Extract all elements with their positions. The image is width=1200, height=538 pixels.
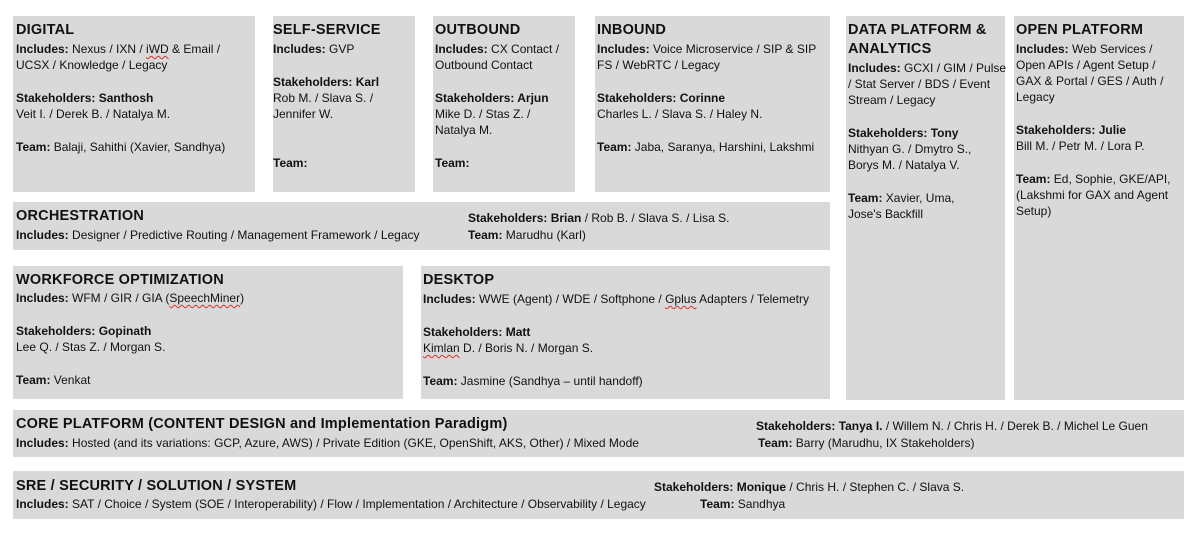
sre-title: SRE / SECURITY / SOLUTION / SYSTEM (16, 478, 297, 494)
self-service-stakeholders-label: Stakeholders: Karl (273, 75, 380, 89)
inbound-team: Team: Jaba, Saranya, Harshini, Lakshmi (597, 140, 815, 154)
core-platform-team: Team: Barry (Marudhu, IX Stakeholders) (758, 436, 975, 450)
self-service-team: Team: (273, 156, 308, 170)
digital-stakeholders-names: Veit I. / Derek B. / Natalya M. (16, 107, 171, 121)
inbound-stakeholders-names: Charles L. / Slava S. / Haley N. (597, 107, 763, 121)
sre-includes: Includes: SAT / Choice / System (SOE / Interoperability) / Flow / Implementation / Architecture / Observability / Legacy (16, 497, 646, 511)
workforce-stakeholders-names: Lee Q. / Stas Z. / Morgan S. (16, 340, 166, 354)
outbound-team: Team: (435, 156, 470, 170)
desktop-includes: Includes: WWE (Agent) / WDE / Softphone / Gplus Adapters / Telemetry (423, 292, 809, 306)
open-platform-stakeholders-label: Stakeholders: Julie (1016, 123, 1127, 137)
self-service-includes: Includes: GVP (273, 42, 355, 56)
open-platform-team-line-3: Setup) (1016, 204, 1052, 218)
core-platform-includes: Includes: Hosted (and its variations: GCP, Azure, AWS) / Private Edition (GKE, OpenShift, AKS, Other) / Mixed Mode (16, 436, 639, 450)
open-platform-includes-line-4: Legacy (1016, 90, 1055, 104)
data-platform-title-line-1: DATA PLATFORM & (848, 22, 987, 38)
self-service-stakeholders-line-3: Jennifer W. (273, 107, 334, 121)
workforce-team: Team: Venkat (16, 373, 91, 387)
workforce-title: WORKFORCE OPTIMIZATION (16, 272, 224, 288)
self-service-title: SELF-SERVICE (273, 22, 381, 38)
orchestration-title: ORCHESTRATION (16, 208, 144, 224)
inbound-title: INBOUND (597, 22, 667, 38)
workforce-stakeholders-label: Stakeholders: Gopinath (16, 324, 152, 338)
core-platform-title: CORE PLATFORM (CONTENT DESIGN and Implementation Paradigm) (16, 416, 508, 432)
self-service-stakeholders-line-2: Rob M. / Slava S. / (273, 91, 374, 105)
sre-stakeholders: Stakeholders: Monique / Chris H. / Stephen C. / Slava S. (654, 480, 965, 494)
open-platform-includes-line-2: Open APIs / Agent Setup / (1016, 58, 1156, 72)
data-platform-stakeholders-line-3: Borys M. / Natalya V. (848, 158, 960, 172)
data-platform-team-line-1: Team: Xavier, Uma, (848, 191, 955, 205)
inbound-stakeholders-label: Stakeholders: Corinne (597, 91, 726, 105)
data-platform-includes-line-2: / Stat Server / BDS / Event (848, 77, 991, 91)
orchestration-stakeholders: Stakeholders: Brian / Rob B. / Slava S. / Lisa S. (468, 211, 730, 225)
data-platform-includes-line-1: Includes: GCXI / GIM / Pulse (848, 61, 1007, 75)
workforce-includes: Includes: WFM / GIR / GIA (SpeechMiner) (16, 291, 245, 305)
open-platform-includes-line-1: Includes: Web Services / (1016, 42, 1153, 56)
outbound-includes-line-1: Includes: CX Contact / (435, 42, 560, 56)
digital-includes-line-1: Includes: Nexus / IXN / iWD & Email / (16, 42, 221, 56)
open-platform-stakeholders-names: Bill M. / Petr M. / Lora P. (1016, 139, 1145, 153)
outbound-stakeholders-label: Stakeholders: Arjun (435, 91, 549, 105)
data-platform-stakeholders-label: Stakeholders: Tony (848, 126, 959, 140)
outbound-stakeholders-line-2: Mike D. / Stas Z. / (435, 107, 531, 121)
inbound-includes-line-1: Includes: Voice Microservice / SIP & SIP (597, 42, 817, 56)
digital-includes-line-2: UCSX / Knowledge / Legacy (16, 58, 168, 72)
outbound-title: OUTBOUND (435, 22, 521, 38)
digital-title: DIGITAL (16, 22, 75, 38)
open-platform-team-line-1: Team: Ed, Sophie, GKE/API, (1016, 172, 1171, 186)
data-platform-includes-line-3: Stream / Legacy (848, 93, 936, 107)
data-platform-stakeholders-line-2: Nithyan G. / Dmytro S., (848, 142, 972, 156)
outbound-stakeholders-line-3: Natalya M. (435, 123, 493, 137)
sre-team: Team: Sandhya (700, 497, 786, 511)
digital-team: Team: Balaji, Sahithi (Xavier, Sandhya) (16, 140, 226, 154)
open-platform-team-line-2: (Lakshmi for GAX and Agent (1016, 188, 1169, 202)
orchestration-includes: Includes: Designer / Predictive Routing / Management Framework / Legacy (16, 228, 420, 242)
desktop-stakeholders-names: Kimlan D. / Boris N. / Morgan S. (423, 341, 594, 355)
core-platform-stakeholders: Stakeholders: Tanya I. / Willem N. / Chris H. / Derek B. / Michel Le Guen (756, 419, 1148, 433)
outbound-includes-line-2: Outbound Contact (435, 58, 533, 72)
open-platform-includes-line-3: GAX & Portal / GES / Auth / (1016, 74, 1164, 88)
inbound-includes-line-2: FS / WebRTC / Legacy (597, 58, 720, 72)
open-platform-title: OPEN PLATFORM (1016, 22, 1144, 38)
desktop-title: DESKTOP (423, 272, 495, 288)
data-platform-title-line-2: ANALYTICS (848, 41, 932, 57)
digital-stakeholders-label: Stakeholders: Santhosh (16, 91, 154, 105)
data-platform-team-line-2: Jose's Backfill (848, 207, 923, 221)
desktop-team: Team: Jasmine (Sandhya – until handoff) (423, 374, 643, 388)
desktop-stakeholders-label: Stakeholders: Matt (423, 325, 531, 339)
orchestration-team: Team: Marudhu (Karl) (468, 228, 586, 242)
